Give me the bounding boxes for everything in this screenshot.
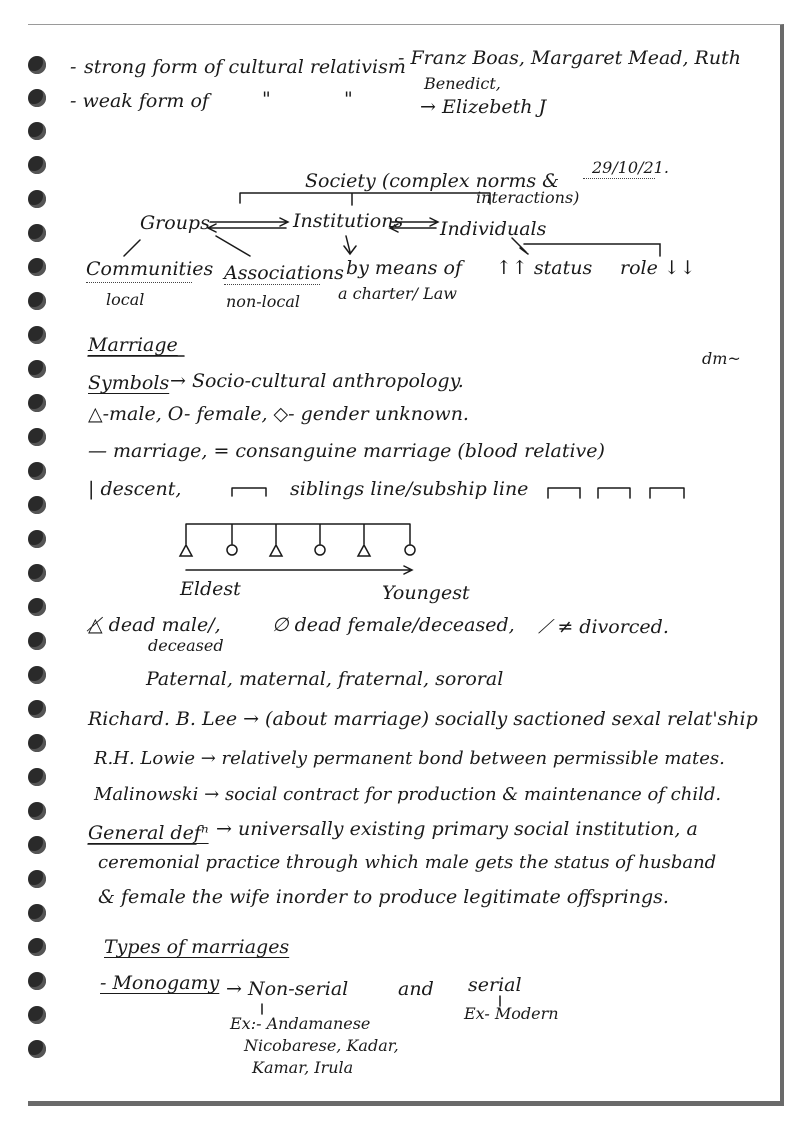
margin-scribble: dm~ bbox=[702, 349, 741, 368]
binding-hole bbox=[28, 428, 46, 446]
ditto-mark: " bbox=[262, 88, 271, 110]
general-def-line3: & female the wife inorder to produce legitimate offsprings. bbox=[98, 886, 669, 908]
binding-hole bbox=[28, 56, 46, 74]
binding-hole bbox=[28, 598, 46, 616]
binding-hole bbox=[28, 156, 46, 174]
monogamy-and: and bbox=[398, 978, 434, 1000]
binding-hole bbox=[28, 496, 46, 514]
ditto-mark: " bbox=[344, 88, 353, 110]
note-date: 29/10/21. bbox=[592, 158, 669, 177]
binding-hole bbox=[28, 768, 46, 786]
binding-hole bbox=[28, 462, 46, 480]
binding-hole bbox=[28, 666, 46, 684]
symbol-male-female: △-male, O- female, ◇- gender unknown. bbox=[88, 403, 469, 425]
binding-hole bbox=[28, 734, 46, 752]
nonserial-example-3: Kamar, Irula bbox=[252, 1058, 354, 1077]
strong-form-text: strong form of cultural relativism bbox=[84, 56, 406, 78]
nonserial-example-1: Ex:- Andamanese bbox=[230, 1014, 371, 1033]
binding-hole bbox=[28, 394, 46, 412]
communities-underline bbox=[86, 282, 192, 283]
binding-hole bbox=[28, 360, 46, 378]
serial-example: Ex- Modern bbox=[464, 1004, 559, 1023]
monogamy-label: - Monogamy bbox=[100, 972, 220, 994]
benedict-text: Benedict, bbox=[424, 74, 501, 93]
weak-form-text: - weak form of bbox=[70, 90, 209, 112]
date-underline bbox=[583, 178, 655, 179]
general-def-label: General defⁿ bbox=[88, 822, 209, 844]
individuals-node: Individuals bbox=[440, 218, 547, 240]
monogamy-serial: serial bbox=[468, 974, 522, 996]
binding-hole bbox=[28, 89, 46, 107]
line1-dash: - bbox=[70, 56, 77, 78]
dead-female-symbol: ∅ dead female/deceased, bbox=[272, 614, 515, 636]
binding-hole bbox=[28, 530, 46, 548]
general-def-line1: → universally existing primary social institution, a bbox=[216, 818, 698, 840]
deceased-label: deceased bbox=[148, 636, 224, 655]
communities-node: Communities bbox=[86, 258, 214, 280]
binding-hole bbox=[28, 1006, 46, 1024]
binding-hole bbox=[28, 904, 46, 922]
eldest-label: Eldest bbox=[180, 578, 241, 600]
binding-hole bbox=[28, 292, 46, 310]
binding-hole bbox=[28, 700, 46, 718]
associations-node: Associations bbox=[224, 262, 344, 284]
symbol-marriage: — marriage, = consanguine marriage (blood relative) bbox=[88, 440, 605, 462]
symbols-rest: → Socio-cultural anthropology. bbox=[170, 370, 464, 392]
binding-hole bbox=[28, 972, 46, 990]
youngest-label: Youngest bbox=[382, 582, 470, 604]
sibling-line-label: siblings line/subship line bbox=[290, 478, 529, 500]
communities-sub: local bbox=[106, 290, 145, 309]
binding-hole bbox=[28, 1040, 46, 1058]
definition-lee: Richard. B. Lee → (about marriage) socially sactioned sexal relat'ship bbox=[88, 708, 758, 730]
groups-node: Groups bbox=[140, 212, 210, 234]
monogamy-nonserial: → Non-serial bbox=[226, 978, 349, 1000]
binding-hole bbox=[28, 190, 46, 208]
definition-lowie: R.H. Lowie → relatively permanent bond between permissible mates. bbox=[94, 748, 725, 769]
status-text: ↑↑ status bbox=[496, 257, 593, 279]
relativism-names: - Franz Boas, Margaret Mead, Ruth bbox=[398, 47, 741, 69]
associations-underline bbox=[224, 284, 320, 285]
binding-hole bbox=[28, 122, 46, 140]
charter-text: a charter/ Law bbox=[338, 284, 457, 303]
weak-form-name: → Elizebeth J bbox=[420, 96, 547, 118]
society-label-cont: interactions) bbox=[476, 188, 580, 207]
binding-hole bbox=[28, 224, 46, 242]
binding-hole bbox=[28, 802, 46, 820]
binding-hole bbox=[28, 258, 46, 276]
binding-hole bbox=[28, 836, 46, 854]
associations-sub: non-local bbox=[226, 292, 301, 311]
society-label: Society (complex norms & bbox=[305, 170, 560, 192]
symbol-descent: | descent, bbox=[88, 478, 182, 500]
general-def-line2: ceremonial practice through which male gets the status of husband bbox=[98, 852, 717, 873]
binding-hole bbox=[28, 564, 46, 582]
divorced-symbol: ⟋ ≠ divorced. bbox=[538, 616, 669, 638]
institutions-node: Institutions bbox=[293, 210, 404, 232]
binding-hole bbox=[28, 870, 46, 888]
nonserial-example-2: Nicobarese, Kadar, bbox=[244, 1036, 399, 1055]
dead-male-symbol: △̸ dead male/, bbox=[88, 614, 221, 636]
binding-hole bbox=[28, 326, 46, 344]
symbols-label: Symbols bbox=[88, 372, 170, 394]
marriage-heading: Marriage bbox=[88, 334, 178, 356]
binding-hole bbox=[28, 938, 46, 956]
binding-hole bbox=[28, 632, 46, 650]
by-means-text: by means of bbox=[346, 257, 463, 279]
kin-terms: Paternal, maternal, fraternal, sororal bbox=[146, 668, 504, 690]
role-text: role ↓↓ bbox=[620, 257, 696, 279]
definition-malinowski: Malinowski → social contract for production & maintenance of child. bbox=[94, 784, 722, 805]
types-heading: Types of marriages bbox=[104, 936, 290, 958]
